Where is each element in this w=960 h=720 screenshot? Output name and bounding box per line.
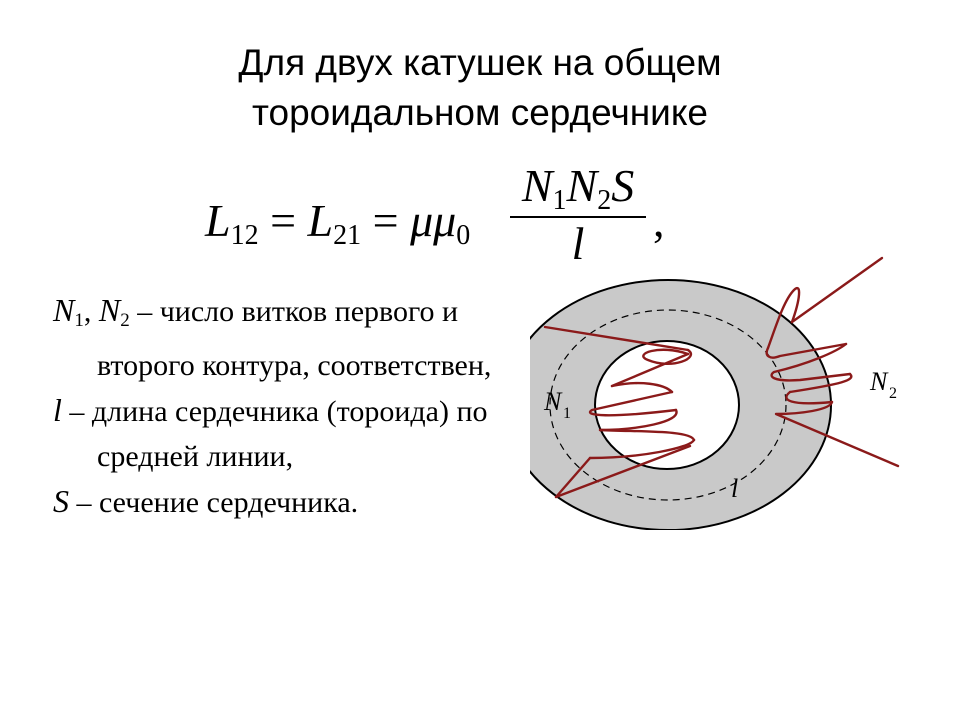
label-n2-letter: N	[870, 367, 888, 396]
definition-l	[53, 388, 513, 479]
title-line-1: Для двух катушек на общем	[238, 42, 722, 83]
num-n2-sub: 2	[597, 185, 612, 216]
definition-s	[53, 479, 513, 525]
coil-n1-turn-6	[600, 430, 694, 440]
def-s-text: – сечение сердечника.	[69, 486, 359, 519]
mu-subscript: 0	[456, 220, 471, 251]
coil-n1-turn-4	[590, 392, 676, 415]
def-s-symbol: S	[53, 483, 69, 519]
label-n2	[869, 367, 897, 402]
formula-lhs	[205, 194, 470, 252]
fraction-numerator	[508, 160, 648, 216]
coil-n1-turn-2	[612, 354, 688, 386]
def-n2-sub: 2	[120, 310, 130, 331]
definitions-list	[53, 288, 513, 525]
equals-1: =	[258, 195, 308, 246]
l12-subscript: 12	[230, 220, 259, 251]
def-l-symbol: l	[53, 392, 62, 428]
def-n1-symbol: N	[53, 292, 75, 328]
coil-n1-turn-3	[612, 383, 672, 392]
definition-n1-n2	[53, 288, 513, 388]
equals-2: =	[361, 195, 411, 246]
def-n-text: – число витков первого и второго контура, соответствен,	[97, 295, 492, 382]
num-n2: N	[566, 160, 598, 211]
num-n1-sub: 1	[552, 185, 567, 216]
def-n1-sub: 1	[74, 310, 84, 331]
fraction-denominator: l	[571, 218, 585, 269]
coil-n2-lead-top	[792, 258, 882, 322]
label-mean-length: l	[731, 474, 739, 503]
mu-symbol: μμ	[410, 195, 457, 246]
num-n1: N	[521, 160, 553, 211]
label-n1-letter: N	[544, 387, 562, 416]
label-n1-sub: 1	[563, 405, 571, 422]
num-s: S	[611, 160, 635, 211]
def-sep: ,	[83, 295, 99, 328]
l21-subscript: 21	[333, 220, 362, 251]
title-line-2: тороидальном сердечнике	[252, 92, 708, 133]
slide-title	[0, 38, 960, 138]
l21-symbol: L	[307, 195, 334, 246]
label-n2-sub: 2	[889, 385, 897, 402]
formula-comma: ,	[653, 195, 665, 246]
def-n2-symbol: N	[98, 292, 121, 328]
l12-symbol: L	[205, 195, 231, 246]
def-l-text: – длина сердечника (тороида) по средней линии,	[61, 395, 488, 473]
toroid-ring	[530, 280, 831, 530]
toroid-diagram	[530, 250, 900, 530]
